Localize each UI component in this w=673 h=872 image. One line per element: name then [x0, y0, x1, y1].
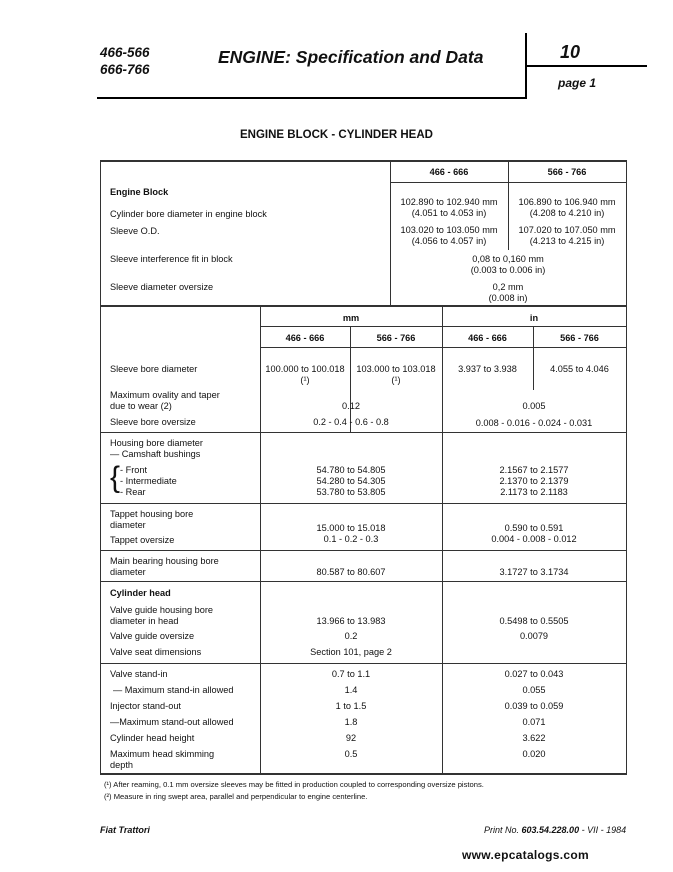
value: 0.1 - 0.2 - 0.3: [323, 534, 379, 544]
row-label: diameter: [110, 567, 146, 577]
row-label: — Camshaft bushings: [110, 449, 201, 459]
value: 80.587 to 80.607: [316, 567, 386, 577]
value: 0,08 to 0,160 mm: [472, 254, 544, 264]
value: 106.890 to 106.940 mm: [518, 197, 616, 207]
row-label: Valve seat dimensions: [110, 647, 202, 657]
value: 53.780 to 53.805: [316, 487, 386, 497]
value: 2.1370 to 2.1379: [499, 476, 569, 486]
value: 0.020: [522, 749, 546, 759]
footnote-ref: (¹): [391, 375, 401, 385]
value: (4.208 to 4.210 in): [529, 208, 605, 218]
row-label: diameter in head: [110, 616, 179, 626]
value: 92: [345, 733, 357, 743]
row-label: Sleeve O.D.: [110, 226, 160, 236]
unit-header-in: in: [529, 313, 539, 323]
row-label: diameter: [110, 520, 146, 530]
value: 0.004 - 0.008 - 0.012: [491, 534, 577, 544]
col-header-in-466-666: 466 - 666: [468, 333, 507, 343]
value: 0.5498 to 0.5505: [499, 616, 569, 626]
footnote-ref: (¹): [300, 375, 310, 385]
brace-icon: {: [110, 461, 121, 494]
row-label: Valve stand-in: [110, 669, 168, 679]
value: 15.000 to 15.018: [316, 523, 386, 533]
value: 2.1567 to 2.1577: [499, 465, 569, 475]
print-number: [484, 825, 626, 835]
value: Section 101, page 2: [310, 647, 392, 657]
print-prefix: Print No.: [484, 825, 522, 835]
value: 107.020 to 107.050 mm: [518, 225, 616, 235]
value: 0.2: [344, 631, 358, 641]
value: 0.071: [522, 717, 546, 727]
header-divider-horizontal: [97, 97, 527, 99]
value: 0.590 to 0.591: [504, 523, 564, 533]
value: 2.1173 to 2.1183: [500, 487, 568, 497]
print-number-value: 603.54.228.00: [521, 825, 580, 835]
row-label: Cylinder head height: [110, 733, 195, 743]
value: 0.12: [342, 401, 360, 411]
value: 3.937 to 3.938: [458, 364, 517, 374]
row-label: — Maximum stand-in allowed: [113, 685, 234, 695]
value: 4.055 to 4.046: [550, 364, 609, 374]
value: 13.966 to 13.983: [316, 616, 386, 626]
row-label: —Maximum stand-out allowed: [110, 717, 234, 727]
value: 0.008 - 0.016 - 0.024 - 0.031: [475, 418, 593, 428]
col-header-mm-566-766: 566 - 766: [376, 333, 416, 343]
value: 0.055: [522, 685, 546, 695]
value: 0.005: [522, 401, 546, 411]
value: 103.020 to 103.050 mm: [400, 225, 498, 235]
row-label: - Front: [120, 465, 148, 475]
value: 1 to 1.5: [335, 701, 367, 711]
value: 3.1727 to 3.1734: [499, 567, 569, 577]
row-label: - Intermediate: [120, 476, 177, 486]
value: 0,2 mm: [492, 282, 524, 292]
value: 100.000 to 100.018: [265, 364, 345, 374]
value: 0.7 to 1.1: [331, 669, 371, 679]
value: 102.890 to 102.940 mm: [400, 197, 498, 207]
value: 0.027 to 0.043: [504, 669, 564, 679]
row-label: depth: [110, 760, 133, 770]
row-label: Injector stand-out: [110, 701, 181, 711]
row-label: Sleeve bore diameter: [110, 364, 198, 374]
print-suffix: - VII - 1984: [579, 825, 627, 835]
top-col-header-466-666: 466 - 666: [429, 167, 469, 177]
row-label: - Rear: [120, 487, 146, 497]
watermark-link[interactable]: www.epcatalogs.com: [462, 848, 589, 862]
footnote-2: (²) Measure in ring swept area, parallel and perpendicular to engine centerline.: [104, 792, 368, 801]
row-label: Maximum head skimming: [110, 749, 215, 759]
col-header-in-566-766: 566 - 766: [560, 333, 599, 343]
row-label: Cylinder bore diameter in engine block: [110, 209, 267, 219]
value: 3.622: [522, 733, 546, 743]
publisher-name: Fiat Trattori: [100, 825, 150, 835]
row-label: Sleeve bore oversize: [110, 417, 196, 427]
value: (4.213 to 4.215 in): [529, 236, 605, 246]
value: 0.039 to 0.059: [504, 701, 564, 711]
value: 0.2 - 0.4 - 0.6 - 0.8: [313, 417, 389, 427]
row-label: Sleeve diameter oversize: [110, 282, 214, 292]
value: 1.8: [344, 717, 358, 727]
engine-block-heading: Engine Block: [110, 187, 169, 197]
value: (4.056 to 4.057 in): [411, 236, 487, 246]
row-label: Maximum ovality and taper: [110, 390, 220, 400]
row-label: Main bearing housing bore: [110, 556, 219, 566]
row-label: due to wear (2): [110, 401, 172, 411]
row-label: Valve guide housing bore: [110, 605, 214, 615]
top-col-header-566-766: 566 - 766: [547, 167, 587, 177]
page-title: ENGINE: Specification and Data: [218, 47, 484, 67]
model-numbers-line1: 466-566: [100, 45, 150, 60]
page-number: page 1: [558, 76, 597, 90]
model-numbers-line2: 666-766: [100, 62, 150, 77]
value: 103.000 to 103.018: [356, 364, 436, 374]
section-number: 10: [560, 42, 581, 62]
value: 1.4: [344, 685, 358, 695]
col-header-mm-466-666: 466 - 666: [285, 333, 325, 343]
unit-header-mm: mm: [342, 313, 360, 323]
header-divider-right: [527, 65, 647, 67]
value: (0.008 in): [488, 293, 528, 303]
value: 0.0079: [519, 631, 549, 641]
value: 0.5: [344, 749, 358, 759]
footnote-1: (¹) After reaming, 0.1 mm oversize sleeves may be fitted in production coupled to corresponding oversize pistons.: [104, 780, 484, 789]
value: 54.780 to 54.805: [316, 465, 386, 475]
value: (0.003 to 0.006 in): [470, 265, 546, 275]
value: (4.051 to 4.053 in): [411, 208, 487, 218]
row-label: Tappet oversize: [110, 535, 175, 545]
row-label: Sleeve interference fit in block: [110, 254, 233, 264]
row-label: Housing bore diameter: [110, 438, 203, 448]
value: 54.280 to 54.305: [316, 476, 386, 486]
row-label: Tappet housing bore: [110, 509, 194, 519]
cylinder-head-heading: Cylinder head: [110, 588, 171, 598]
row-label: Valve guide oversize: [110, 631, 195, 641]
section-title: ENGINE BLOCK - CYLINDER HEAD: [240, 129, 433, 141]
